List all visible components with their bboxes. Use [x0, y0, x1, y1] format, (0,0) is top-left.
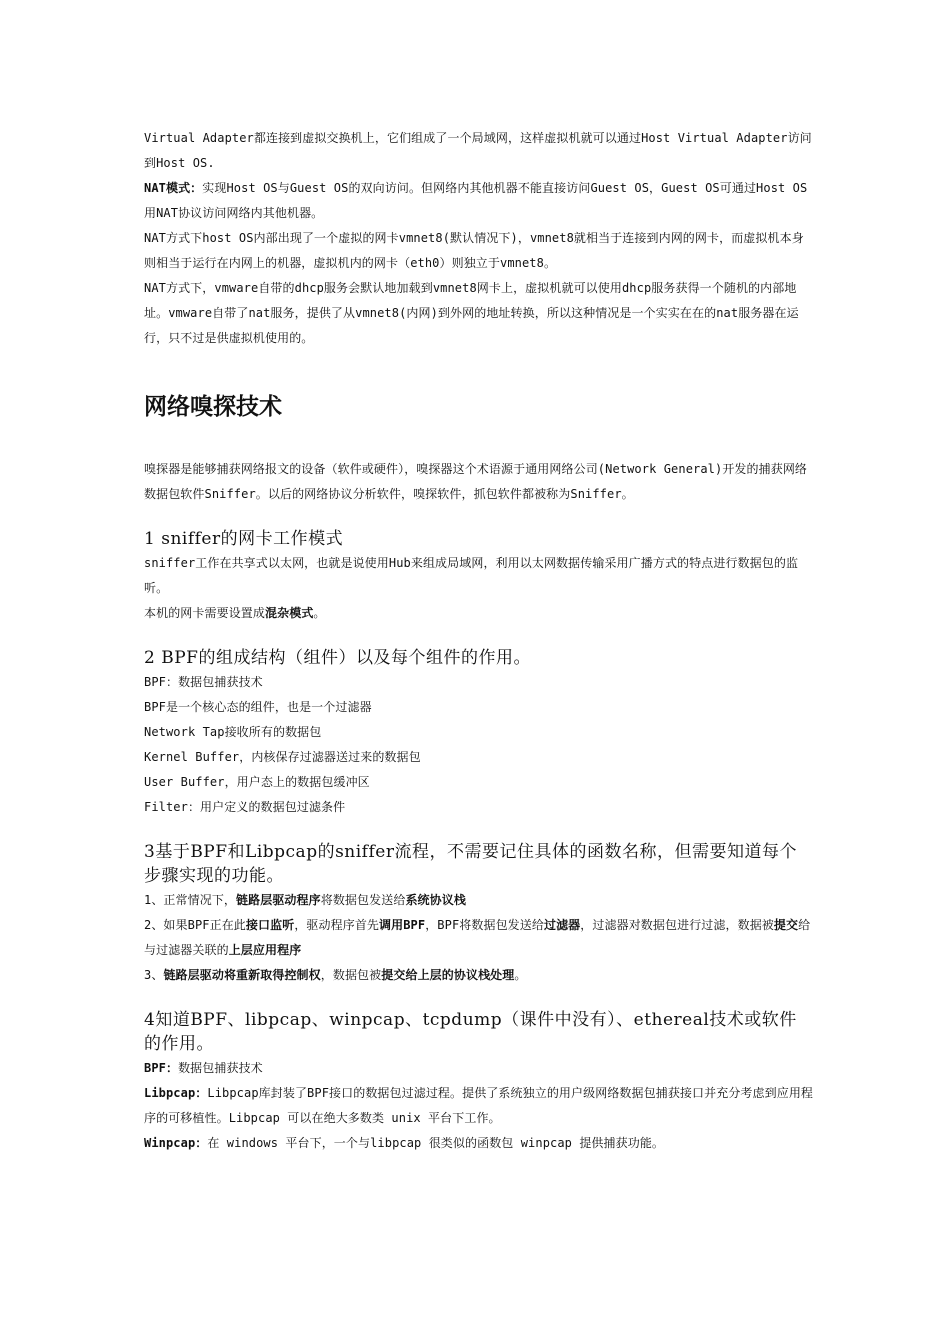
- flow-text: 给与过滤器关联的: [144, 918, 811, 957]
- flow-term: 链路层驱动程序: [236, 893, 321, 907]
- tool-label: Libpcap：: [144, 1086, 208, 1100]
- subheading-bpf-components: 2 BPF的组成结构（组件）以及每个组件的作用。: [144, 648, 531, 668]
- flow-text: 3、: [144, 968, 164, 982]
- tool-item-libpcap: [144, 1081, 814, 1131]
- flow-term: 系统协议栈: [405, 893, 466, 907]
- promiscuous-post: 。: [313, 606, 326, 620]
- flow-term: 接口监听: [245, 918, 295, 932]
- flow-term: 提交给上层的协议栈处理: [381, 968, 515, 982]
- tool-item-bpf: [144, 1056, 814, 1081]
- paragraph-promiscuous: [144, 601, 814, 626]
- tool-item-winpcap: [144, 1131, 814, 1156]
- nat-mode-text: 实现Host OS与Guest OS的双向访问。但网络内其他机器不能直接访问Guest OS，Guest OS可通过Host OS用NAT协议访问网络内其他机器。: [144, 181, 808, 220]
- subheading-tools: 4知道BPF、libpcap、winpcap、tcpdump（课件中没有）、ethereal技术或软件的作用。: [144, 1010, 797, 1054]
- bpf-line: Filter：用户定义的数据包过滤条件: [144, 800, 346, 814]
- flow-term: 链路层驱动将重新取得控制权: [163, 968, 321, 982]
- subheading-nic-mode: 1 sniffer的网卡工作模式: [144, 529, 344, 549]
- paragraph-nat-vmnet8: NAT方式下host OS内部出现了一个虚拟的网卡vmnet8(默认情况下)，vmnet8就相当于连接到内网的网卡，而虚拟机本身则相当于运行在内网上的机器，虚拟机内的网卡（eth0）则独立于vmnet8。: [144, 231, 804, 270]
- flow-text: ，数据包被: [320, 968, 382, 982]
- bpf-line: Kernel Buffer，内核保存过滤器送过来的数据包: [144, 750, 421, 764]
- flow-text: ，过滤器对数据包进行过滤，数据被: [580, 918, 774, 932]
- paragraph-sniffer-intro: 嗅探器是能够捕获网络报文的设备（软件或硬件），嗅探器这个术语源于通用网络公司(Network General)开发的捕获网络数据包软件Sniffer。以后的网络协议分析软件，嗅探软件，抓包软件都被称为Sniffer。: [144, 462, 808, 501]
- flow-text: 将数据包发送给: [320, 893, 406, 907]
- flow-text: 2、如果BPF正在此: [144, 918, 246, 932]
- paragraph-virtual-adapter: Virtual Adapter都连接到虚拟交换机上，它们组成了一个局域网，这样虚拟机就可以通过Host Virtual Adapter访问到Host OS.: [144, 131, 812, 170]
- bpf-line: BPF是一个核心态的组件，也是一个过滤器: [144, 700, 372, 714]
- flow-step-1: [144, 888, 814, 913]
- flow-step-3: [144, 963, 814, 988]
- paragraph-nat-dhcp: NAT方式下，vmware自带的dhcp服务会默认地加载到vmnet8网卡上，虚拟机就可以使用dhcp服务获得一个随机的内部地址。vmware自带了nat服务，提供了从vmnet8(内网)到外网的地址转换，所以这种情况是一个实实在在的nat服务器在运行，只不过是供虚拟机使用的。: [144, 281, 799, 345]
- flow-step-2: [144, 913, 814, 963]
- document-page: [144, 126, 814, 1156]
- bpf-line: User Buffer，用户态上的数据包缓冲区: [144, 775, 370, 789]
- bpf-line: BPF：数据包捕获技术: [144, 675, 263, 689]
- tool-label: Winpcap：: [144, 1136, 208, 1150]
- nat-mode-label: NAT模式：: [144, 181, 203, 195]
- subheading-sniffer-flow: 3基于BPF和Libpcap的sniffer流程，不需要记住具体的函数名称，但需要知道每个步骤实现的功能。: [144, 842, 797, 886]
- section-heading-sniffing: 网络嗅探技术: [144, 393, 282, 420]
- flow-term: 提交: [773, 918, 799, 932]
- promiscuous-mode-term: 混杂模式: [265, 606, 314, 620]
- promiscuous-pre: 本机的网卡需要设置成: [144, 606, 266, 620]
- tool-text: Libpcap库封装了BPF接口的数据包过滤过程。提供了系统独立的用户级网络数据包捕获接口并充分考虑到应用程序的可移植性。Libpcap 可以在绝大多数类 unix 平台下工作。: [144, 1086, 814, 1125]
- tool-label: BPF：: [144, 1061, 179, 1075]
- bpf-line: Network Tap接收所有的数据包: [144, 725, 322, 739]
- flow-text: ，驱动程序首先: [294, 918, 380, 932]
- flow-term: 调用BPF: [379, 918, 426, 932]
- paragraph-shared-ethernet: sniffer工作在共享式以太网，也就是说使用Hub来组成局域网，利用以太网数据传输采用广播方式的特点进行数据包的监听。: [144, 556, 799, 595]
- flow-text: ，BPF将数据包发送给: [425, 918, 544, 932]
- paragraph-nat-mode: [144, 176, 814, 226]
- tool-text: 数据包捕获技术: [178, 1061, 263, 1075]
- flow-text: 。: [514, 968, 527, 982]
- tool-text: 在 windows 平台下，一个与libpcap 很类似的函数包 winpcap 提供捕获功能。: [207, 1136, 665, 1150]
- flow-term: 上层应用程序: [228, 943, 302, 957]
- flow-text: 1、正常情况下，: [144, 893, 237, 907]
- flow-term: 过滤器: [543, 918, 581, 932]
